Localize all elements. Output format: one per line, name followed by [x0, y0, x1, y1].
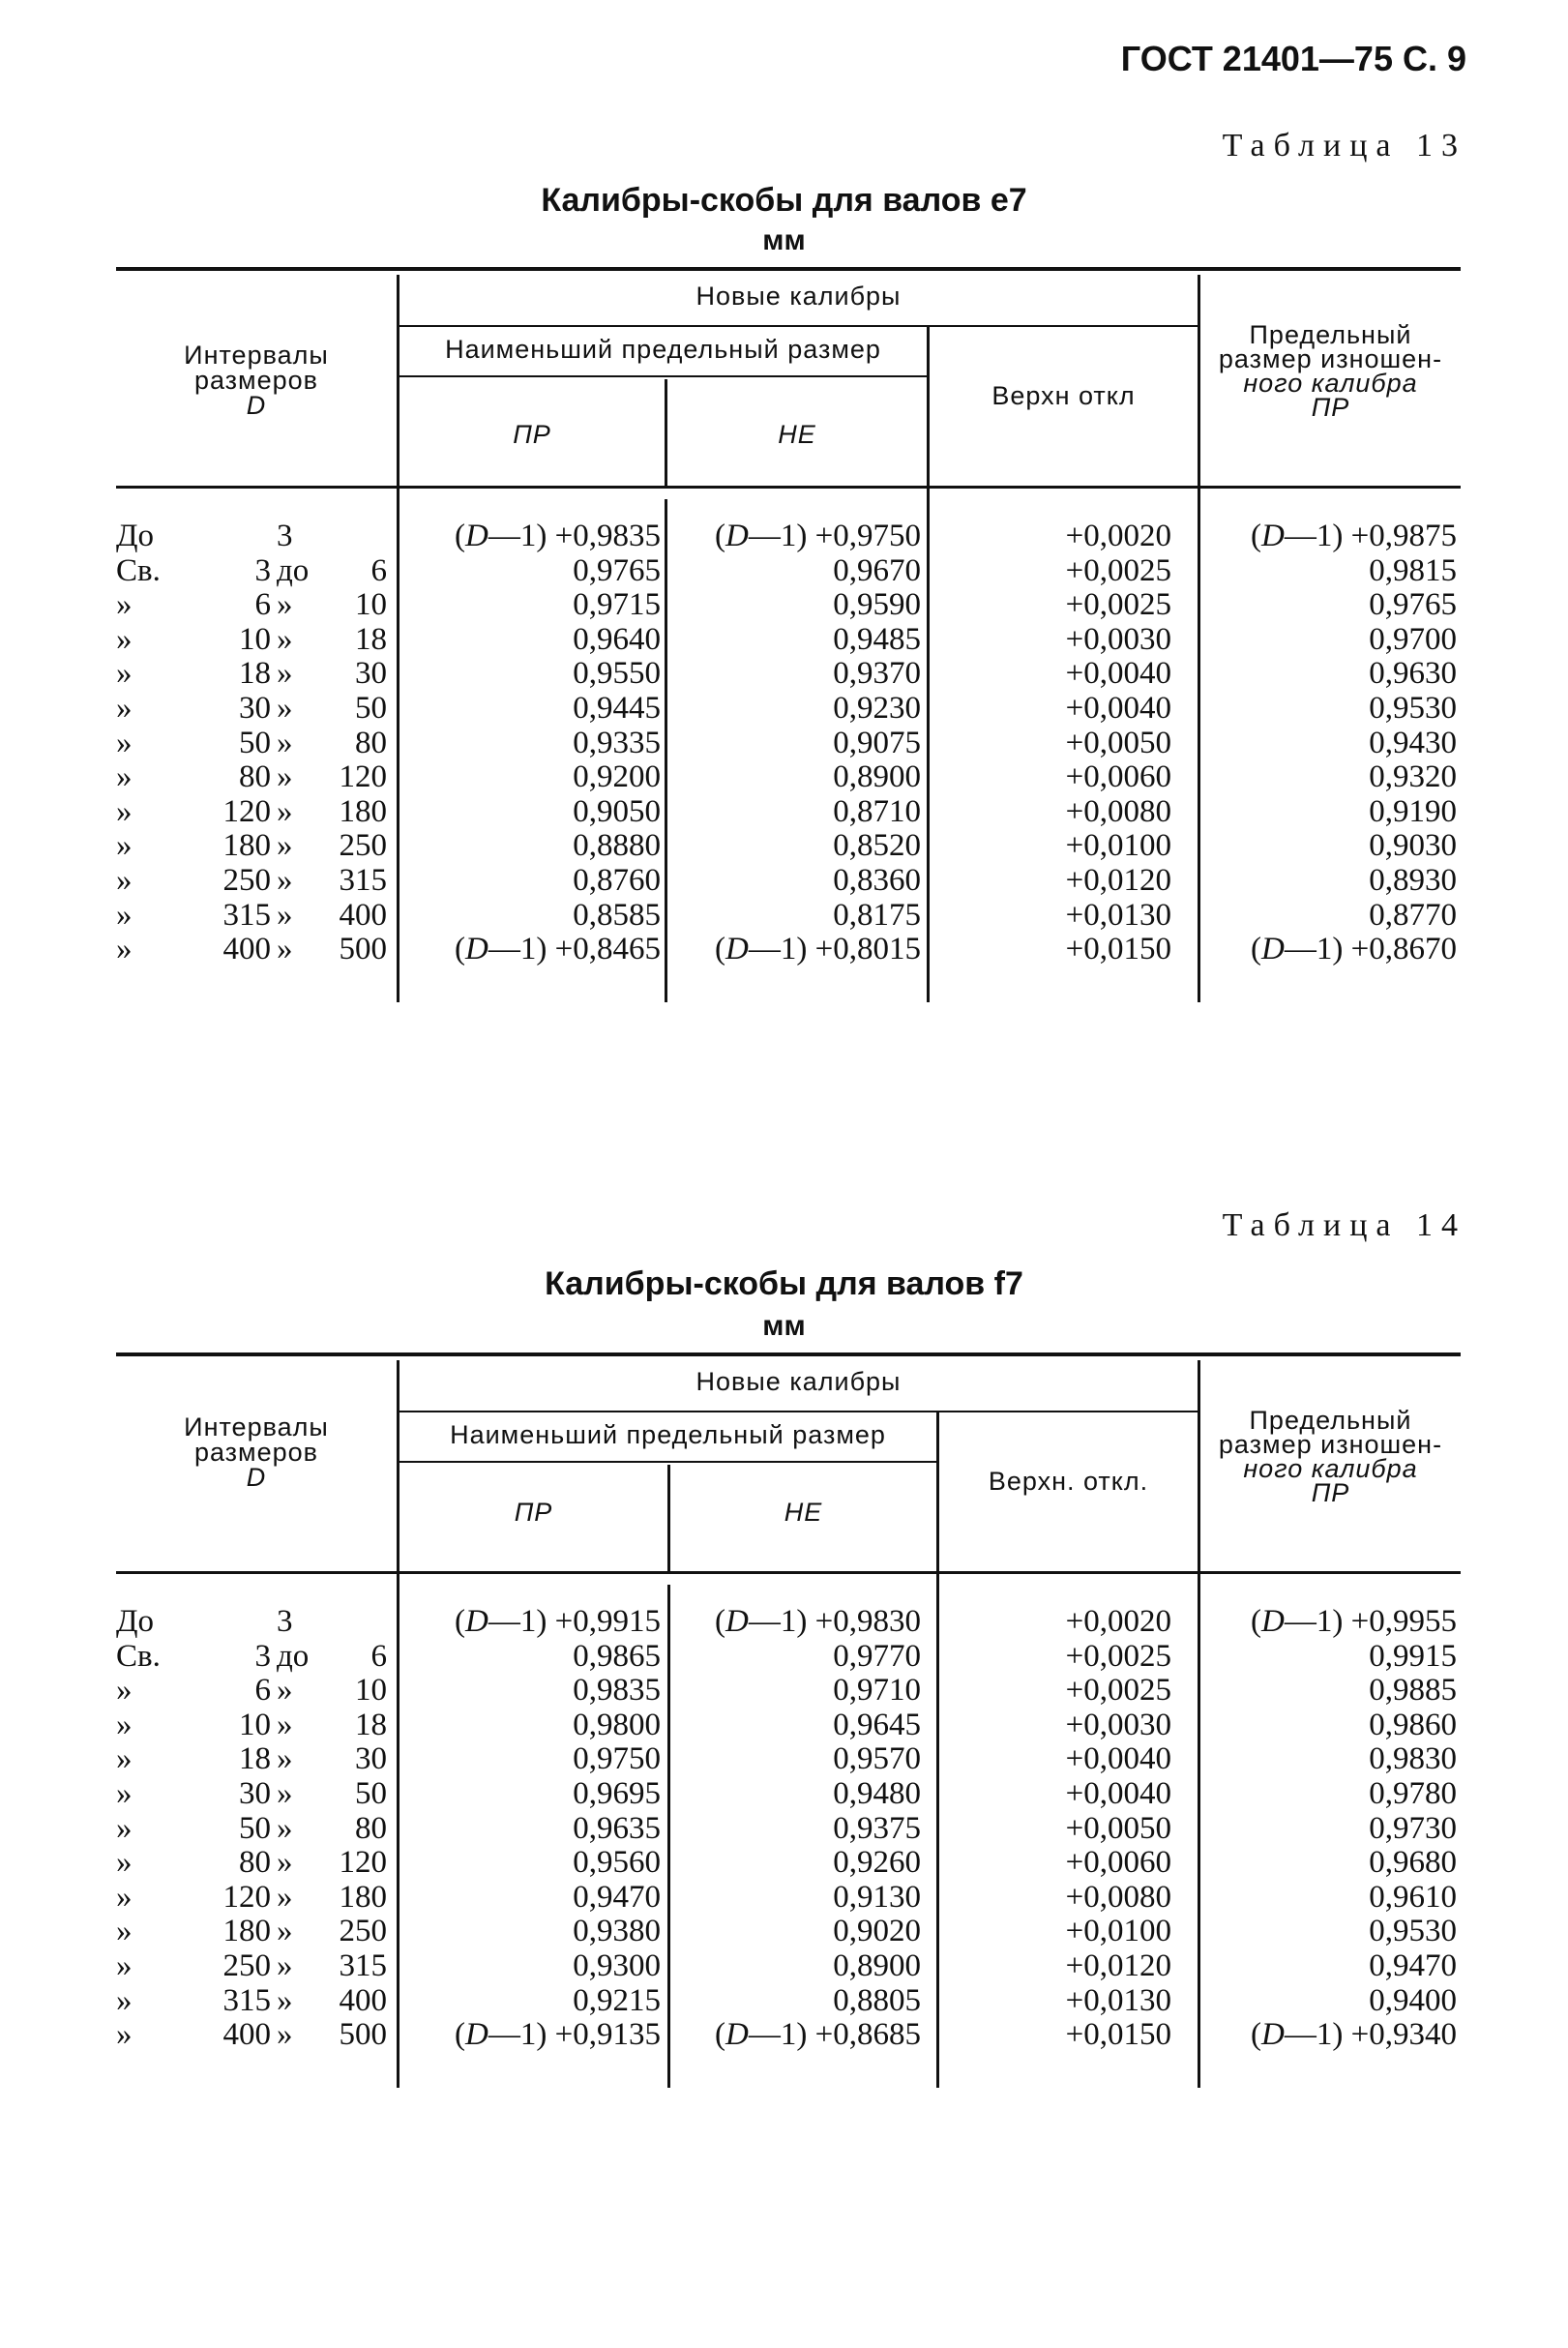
- cell-a: »: [116, 932, 133, 967]
- cell-dev: +0,0130: [1065, 897, 1171, 933]
- cell-b: 50: [239, 1810, 271, 1846]
- cell-ne: 0,8805: [833, 1982, 921, 2018]
- table-14-label: Таблица 14: [1222, 1207, 1466, 1243]
- cell-pr: 0,9470: [573, 1879, 661, 1915]
- intervals-header: Интервалы размеров D: [184, 341, 329, 420]
- cell-d: 120: [339, 759, 387, 795]
- cell-a: »: [116, 828, 133, 864]
- cell-pr: 0,9835: [573, 1673, 661, 1709]
- cell-b: 6: [254, 1673, 271, 1709]
- cell-pr: 0,9560: [573, 1845, 661, 1881]
- cell-d: 18: [355, 621, 387, 657]
- table-row: [116, 519, 1461, 553]
- cell-a: »: [116, 1673, 133, 1709]
- table-row: [116, 1708, 1461, 1742]
- table-14: [116, 1352, 1461, 2088]
- cell-d: 80: [355, 1810, 387, 1846]
- cell-pr: 0,9865: [573, 1638, 661, 1674]
- cell-ne: 0,8175: [833, 897, 921, 933]
- cell-worn: 0,9030: [1369, 828, 1457, 864]
- cell-ne: 0,9570: [833, 1741, 921, 1777]
- cell-worn: 0,8770: [1369, 897, 1457, 933]
- cell-c: »: [277, 932, 293, 967]
- cell-pr: 0,9200: [573, 759, 661, 795]
- cell-pr: 0,9695: [573, 1776, 661, 1811]
- cell-pr: 0,9715: [573, 587, 661, 623]
- cell-d: 250: [339, 828, 387, 864]
- cell-b: 180: [222, 1914, 271, 1949]
- cell-c: »: [277, 759, 293, 795]
- cell-ne: 0,8520: [833, 828, 921, 864]
- cell-worn: 0,9190: [1369, 793, 1457, 829]
- cell-ne: (D—1) +0,8685: [715, 2017, 921, 2053]
- cell-a: »: [116, 1879, 133, 1915]
- cell-a: »: [116, 2017, 133, 2053]
- cell-dev: +0,0130: [1065, 1982, 1171, 2018]
- cell-d: 50: [355, 691, 387, 726]
- cell-ne: 0,9075: [833, 725, 921, 760]
- cell-b: 6: [254, 587, 271, 623]
- cell-pr: 0,9800: [573, 1707, 661, 1742]
- cell-pr: 0,9635: [573, 1810, 661, 1846]
- cell-b: 18: [239, 656, 271, 692]
- table-13: [116, 267, 1461, 1002]
- table-row: [116, 863, 1461, 898]
- cell-a: Св.: [116, 1638, 161, 1674]
- cell-b: 18: [239, 1741, 271, 1777]
- table-row: [116, 656, 1461, 691]
- cell-pr: 0,8880: [573, 828, 661, 864]
- header-bottom-rule: [116, 486, 1461, 489]
- cell-pr: 0,8585: [573, 897, 661, 933]
- table-row: [116, 932, 1461, 966]
- cell-dev: +0,0060: [1065, 1845, 1171, 1881]
- cell-b: 3: [254, 1638, 271, 1674]
- cell-a: »: [116, 897, 133, 933]
- cell-c: »: [277, 621, 293, 657]
- cell-ne: (D—1) +0,9750: [715, 519, 921, 553]
- cell-ne: 0,9770: [833, 1638, 921, 1674]
- cell-pr: (D—1) +0,9135: [455, 2017, 661, 2053]
- cell-dev: +0,0025: [1065, 1638, 1171, 1674]
- cell-b: 80: [239, 1845, 271, 1881]
- cell-worn: 0,9830: [1369, 1741, 1457, 1777]
- cell-a: »: [116, 621, 133, 657]
- cell-ne: 0,9485: [833, 621, 921, 657]
- cell-c: 3: [277, 1604, 293, 1639]
- cell-d: 500: [339, 932, 387, 967]
- cell-ne: (D—1) +0,9830: [715, 1604, 921, 1639]
- cell-ne: 0,8360: [833, 863, 921, 898]
- cell-worn: 0,9915: [1369, 1638, 1457, 1674]
- cell-a: »: [116, 793, 133, 829]
- cell-pr: 0,9750: [573, 1741, 661, 1777]
- table-row: [116, 726, 1461, 760]
- cell-c: »: [277, 897, 293, 933]
- smallest-size-rule: [397, 375, 927, 377]
- cell-c: »: [277, 2017, 293, 2053]
- cell-b: 120: [222, 793, 271, 829]
- smallest-size-header: Наименьший предельный размер: [445, 335, 881, 364]
- cell-dev: +0,0080: [1065, 1879, 1171, 1915]
- cell-dev: +0,0020: [1065, 519, 1171, 553]
- cell-worn: 0,9530: [1369, 691, 1457, 726]
- cell-c: »: [277, 1673, 293, 1709]
- cell-worn: 0,9780: [1369, 1776, 1457, 1811]
- cell-dev: +0,0100: [1065, 828, 1171, 864]
- cell-dev: +0,0040: [1065, 691, 1171, 726]
- cell-d: 10: [355, 587, 387, 623]
- table-row: [116, 1604, 1461, 1639]
- cell-ne: (D—1) +0,8015: [715, 932, 921, 967]
- table-row: [116, 1776, 1461, 1811]
- cell-c: »: [277, 828, 293, 864]
- table-row: [116, 1880, 1461, 1915]
- cell-c: »: [277, 691, 293, 726]
- cell-pr: (D—1) +0,9915: [455, 1604, 661, 1639]
- cell-dev: +0,0025: [1065, 1673, 1171, 1709]
- cell-worn: 0,9530: [1369, 1914, 1457, 1949]
- cell-worn: (D—1) +0,8670: [1251, 932, 1457, 967]
- cell-dev: +0,0150: [1065, 2017, 1171, 2053]
- table-row: [116, 1811, 1461, 1846]
- cell-ne: 0,9590: [833, 587, 921, 623]
- cell-a: »: [116, 1982, 133, 2018]
- cell-d: 500: [339, 2017, 387, 2053]
- cell-dev: +0,0050: [1065, 1810, 1171, 1846]
- table-13-unit: мм: [762, 224, 806, 256]
- cell-dev: +0,0080: [1065, 793, 1171, 829]
- cell-a: »: [116, 759, 133, 795]
- cell-dev: +0,0050: [1065, 725, 1171, 760]
- cell-c: 3: [277, 519, 293, 553]
- table-row: [116, 1845, 1461, 1880]
- cell-a: Св.: [116, 552, 161, 588]
- cell-dev: +0,0060: [1065, 759, 1171, 795]
- cell-d: 18: [355, 1707, 387, 1742]
- cell-worn: 0,9630: [1369, 656, 1457, 692]
- cell-dev: +0,0120: [1065, 863, 1171, 898]
- cell-worn: (D—1) +0,9875: [1251, 519, 1457, 553]
- table-row: [116, 553, 1461, 588]
- cell-dev: +0,0030: [1065, 1707, 1171, 1742]
- cell-a: »: [116, 1845, 133, 1881]
- cell-dev: +0,0150: [1065, 932, 1171, 967]
- cell-a: »: [116, 1948, 133, 1983]
- cell-worn: (D—1) +0,9955: [1251, 1604, 1457, 1639]
- worn-header: Предельный размер изношен- ного калибра ПР: [1218, 320, 1443, 422]
- cell-ne: 0,8900: [833, 1948, 921, 1983]
- top-rule: [116, 1352, 1461, 1356]
- cell-pr: 0,9215: [573, 1982, 661, 2018]
- cell-dev: +0,0120: [1065, 1948, 1171, 1983]
- table-row: [116, 1741, 1461, 1776]
- cell-pr: 0,9300: [573, 1948, 661, 1983]
- cell-pr: 0,9550: [573, 656, 661, 692]
- cell-pr: 0,9640: [573, 621, 661, 657]
- cell-d: 315: [339, 1948, 387, 1983]
- cell-c: »: [277, 656, 293, 692]
- cell-b: 50: [239, 725, 271, 760]
- cell-a: »: [116, 863, 133, 898]
- table-row: [116, 1639, 1461, 1674]
- table-row: [116, 794, 1461, 829]
- cell-b: 80: [239, 759, 271, 795]
- cell-ne: 0,9375: [833, 1810, 921, 1846]
- cell-dev: +0,0100: [1065, 1914, 1171, 1949]
- table-row: [116, 691, 1461, 726]
- cell-c: »: [277, 793, 293, 829]
- cell-pr: 0,9380: [573, 1914, 661, 1949]
- cell-d: 6: [370, 1638, 387, 1674]
- cell-c: »: [277, 1982, 293, 2018]
- cell-worn: 0,9885: [1369, 1673, 1457, 1709]
- cell-worn: 0,9765: [1369, 587, 1457, 623]
- cell-c: »: [277, 725, 293, 760]
- upper-dev-header: Верхн. откл.: [988, 1467, 1149, 1496]
- table-row: [116, 2017, 1461, 2052]
- top-rule: [116, 267, 1461, 271]
- cell-d: 180: [339, 793, 387, 829]
- cell-pr: (D—1) +0,9835: [455, 519, 661, 553]
- cell-b: 250: [222, 863, 271, 898]
- cell-c: до: [277, 1638, 310, 1674]
- pr-header: ПР: [514, 1498, 553, 1527]
- cell-c: »: [277, 1810, 293, 1846]
- cell-b: 400: [222, 2017, 271, 2053]
- cell-d: 10: [355, 1673, 387, 1709]
- ne-header: НЕ: [784, 1498, 823, 1527]
- worn-header: Предельный размер изношен- ного калибра ПР: [1218, 1406, 1443, 1507]
- cell-d: 50: [355, 1776, 387, 1811]
- cell-b: 250: [222, 1948, 271, 1983]
- table-row: [116, 1948, 1461, 1983]
- cell-a: До: [116, 1604, 155, 1639]
- cell-pr: (D—1) +0,8465: [455, 932, 661, 967]
- cell-worn: 0,9730: [1369, 1810, 1457, 1846]
- page-header: ГОСТ 21401—75 С. 9: [1120, 39, 1466, 78]
- table-13-label: Таблица 13: [1222, 128, 1466, 163]
- table-13-title: Калибры-скобы для валов e7: [541, 182, 1027, 219]
- cell-a: »: [116, 656, 133, 692]
- cell-dev: +0,0040: [1065, 1776, 1171, 1811]
- smallest-size-rule: [397, 1461, 936, 1463]
- cell-ne: 0,9260: [833, 1845, 921, 1881]
- cell-d: 30: [355, 1741, 387, 1777]
- cell-a: »: [116, 1914, 133, 1949]
- cell-worn: 0,9610: [1369, 1879, 1457, 1915]
- cell-d: 80: [355, 725, 387, 760]
- cell-worn: 0,9470: [1369, 1948, 1457, 1983]
- cell-b: 180: [222, 828, 271, 864]
- cell-c: »: [277, 1776, 293, 1811]
- cell-ne: 0,9480: [833, 1776, 921, 1811]
- cell-b: 10: [239, 1707, 271, 1742]
- cell-d: 250: [339, 1914, 387, 1949]
- cell-c: до: [277, 552, 310, 588]
- cell-a: »: [116, 1810, 133, 1846]
- cell-c: »: [277, 1845, 293, 1881]
- cell-pr: 0,9445: [573, 691, 661, 726]
- cell-c: »: [277, 1948, 293, 1983]
- new-gauges-header: Новые калибры: [695, 1367, 902, 1396]
- table-row: [116, 828, 1461, 863]
- cell-pr: 0,9335: [573, 725, 661, 760]
- smallest-size-header: Наименьший предельный размер: [450, 1420, 886, 1449]
- cell-worn: 0,9680: [1369, 1845, 1457, 1881]
- cell-ne: 0,9370: [833, 656, 921, 692]
- cell-dev: +0,0020: [1065, 1604, 1171, 1639]
- cell-d: 30: [355, 656, 387, 692]
- ne-header: НЕ: [778, 420, 816, 449]
- cell-worn: 0,9700: [1369, 621, 1457, 657]
- new-gauges-rule: [397, 1411, 1198, 1412]
- cell-a: »: [116, 1707, 133, 1742]
- cell-b: 400: [222, 932, 271, 967]
- table-row: [116, 1914, 1461, 1948]
- cell-c: »: [277, 587, 293, 623]
- cell-ne: 0,8900: [833, 759, 921, 795]
- upper-dev-header: Верхн откл: [991, 381, 1136, 410]
- cell-ne: 0,9230: [833, 691, 921, 726]
- cell-a: »: [116, 1776, 133, 1811]
- cell-ne: 0,9645: [833, 1707, 921, 1742]
- cell-worn: 0,8930: [1369, 863, 1457, 898]
- cell-pr: 0,9050: [573, 793, 661, 829]
- cell-dev: +0,0030: [1065, 621, 1171, 657]
- cell-ne: 0,8710: [833, 793, 921, 829]
- cell-b: 10: [239, 621, 271, 657]
- cell-ne: 0,9130: [833, 1879, 921, 1915]
- cell-a: До: [116, 519, 155, 553]
- table-row: [116, 898, 1461, 933]
- header-bottom-rule: [116, 1571, 1461, 1574]
- table-row: [116, 587, 1461, 622]
- cell-d: 6: [370, 552, 387, 588]
- cell-a: »: [116, 691, 133, 726]
- cell-pr: 0,8760: [573, 863, 661, 898]
- table-row: [116, 1983, 1461, 2018]
- intervals-header: Интервалы размеров D: [184, 1412, 329, 1492]
- cell-a: »: [116, 725, 133, 760]
- cell-dev: +0,0040: [1065, 1741, 1171, 1777]
- new-gauges-rule: [397, 325, 1198, 327]
- table-row: [116, 759, 1461, 794]
- pr-header: ПР: [513, 420, 551, 449]
- cell-ne: 0,9020: [833, 1914, 921, 1949]
- cell-pr: 0,9765: [573, 552, 661, 588]
- cell-b: 120: [222, 1879, 271, 1915]
- cell-worn: (D—1) +0,9340: [1251, 2017, 1457, 2053]
- new-gauges-header: Новые калибры: [695, 282, 902, 311]
- cell-worn: 0,9860: [1369, 1707, 1457, 1742]
- cell-c: »: [277, 1879, 293, 1915]
- cell-b: 315: [222, 1982, 271, 2018]
- cell-c: »: [277, 1707, 293, 1742]
- cell-c: »: [277, 1741, 293, 1777]
- cell-dev: +0,0040: [1065, 656, 1171, 692]
- table-14-unit: мм: [762, 1310, 806, 1342]
- cell-a: »: [116, 587, 133, 623]
- cell-d: 400: [339, 1982, 387, 2018]
- cell-d: 180: [339, 1879, 387, 1915]
- table-row: [116, 1673, 1461, 1708]
- cell-dev: +0,0025: [1065, 587, 1171, 623]
- cell-a: »: [116, 1741, 133, 1777]
- cell-b: 315: [222, 897, 271, 933]
- cell-b: 3: [254, 552, 271, 588]
- cell-worn: 0,9815: [1369, 552, 1457, 588]
- cell-ne: 0,9670: [833, 552, 921, 588]
- table-row: [116, 622, 1461, 657]
- cell-b: 30: [239, 691, 271, 726]
- cell-ne: 0,9710: [833, 1673, 921, 1709]
- cell-d: 120: [339, 1845, 387, 1881]
- table-14-title: Калибры-скобы для валов f7: [545, 1265, 1023, 1302]
- cell-c: »: [277, 863, 293, 898]
- cell-d: 400: [339, 897, 387, 933]
- cell-worn: 0,9430: [1369, 725, 1457, 760]
- cell-worn: 0,9400: [1369, 1982, 1457, 2018]
- cell-b: 30: [239, 1776, 271, 1811]
- cell-worn: 0,9320: [1369, 759, 1457, 795]
- cell-c: »: [277, 1914, 293, 1949]
- cell-d: 315: [339, 863, 387, 898]
- cell-dev: +0,0025: [1065, 552, 1171, 588]
